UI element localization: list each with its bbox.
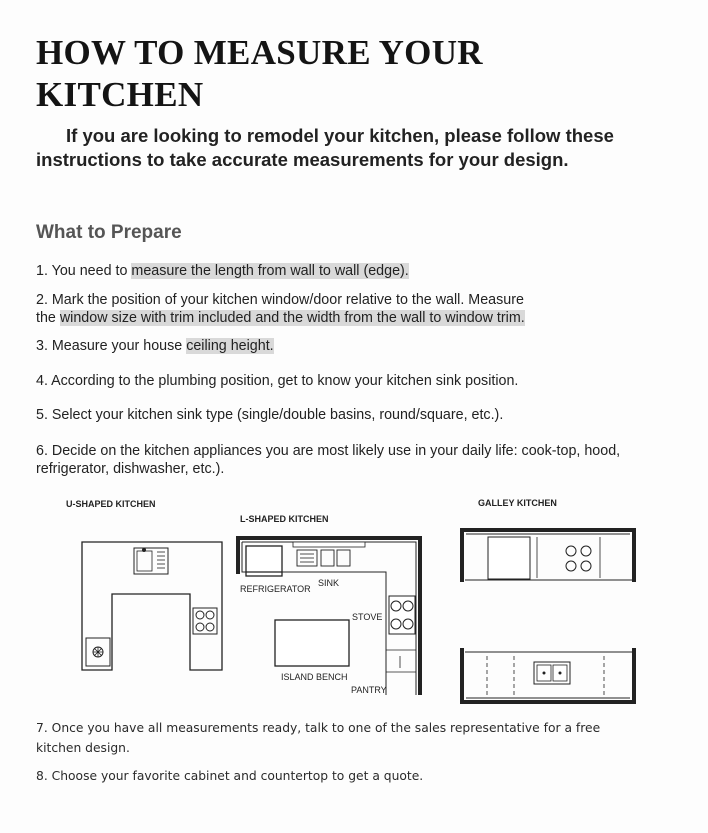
sink-label: SINK (318, 578, 340, 588)
stove-label: STOVE (352, 612, 383, 622)
step-2: 2. Mark the position of your kitchen window/door relative to the wall. Measure the window size with trim included and the width from the wall to window trim. (36, 292, 525, 326)
step-8: 8. Choose your favorite cabinet and countertop to get a quote. (36, 769, 424, 783)
step-6: 6. Decide on the kitchen appliances you are most likely use in your daily life: cook-top, hood, refrigerator, dishwasher, etc.). (36, 443, 621, 477)
u-shaped-label: U-SHAPED KITCHEN (66, 499, 156, 509)
step-7: 7. Once you have all measurements ready, talk to one of the sales representative for a free kitchen design. (36, 721, 601, 755)
step-4: 4. According to the plumbing position, get to know your kitchen sink position. (36, 373, 519, 389)
galley-label: GALLEY KITCHEN (478, 498, 557, 508)
section-heading: What to Prepare (36, 222, 182, 243)
step-3: 3. Measure your house ceiling height. (36, 338, 274, 354)
l-shaped-diagram (238, 514, 420, 695)
intro-paragraph: If you are looking to remodel your kitchen, please follow these instructions to take accurate measurements for your design. (36, 125, 614, 170)
kitchen-layout-diagrams (0, 490, 708, 710)
step-1: 1. You need to measure the length from wall to wall (edge). (36, 263, 409, 279)
pantry-label: PANTRY (351, 685, 387, 695)
galley-diagram (462, 498, 634, 702)
u-shaped-diagram (66, 499, 222, 670)
l-shaped-label: L-SHAPED KITCHEN (240, 514, 329, 524)
step-5: 5. Select your kitchen sink type (single/double basins, round/square, etc.). (36, 407, 504, 423)
page-title (36, 32, 636, 116)
title-line-1: HOW TO MEASURE YOUR (36, 33, 483, 72)
title-line-2: KITCHEN (36, 75, 204, 114)
island-bench-label: ISLAND BENCH (281, 672, 348, 682)
refrigerator-label: REFRIGERATOR (240, 584, 311, 594)
